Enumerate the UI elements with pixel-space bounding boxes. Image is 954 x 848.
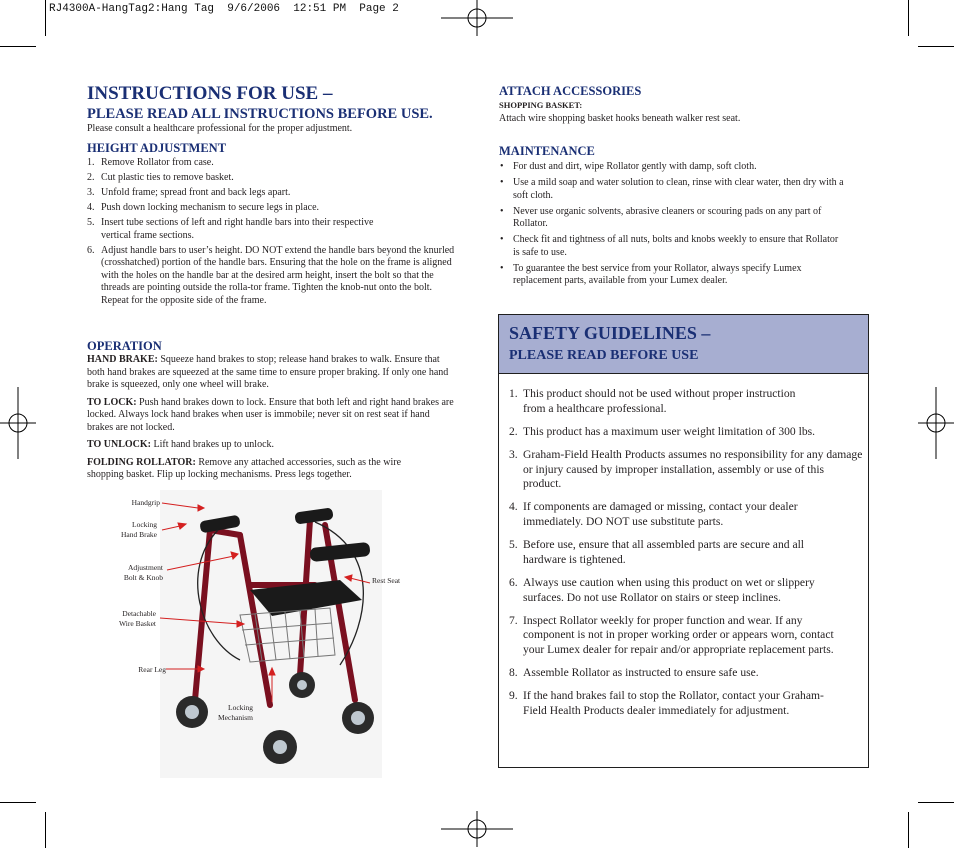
accessories-heading: ATTACH ACCESSORIES — [499, 84, 642, 98]
list-item: 5. Insert tube sections of left and right handle bars into their respective vertical frame sections. — [87, 217, 374, 241]
list-item: 7. Inspect Rollator weekly for proper function and wear. If any component is not in proper working order or appears worn, contact your Lumex dealer for repair and/or appropriate replacement parts. — [509, 613, 834, 656]
operation-text — [87, 354, 457, 487]
instructions-intro: Please consult a healthcare professional for the proper adjustment. — [87, 123, 353, 134]
op-hand-brake: HAND BRAKE: Squeeze hand brakes to stop; release hand brakes to walk. Ensure that both hand brakes are squeezed at the same time to ensure proper braking. If only one hand brake is squeezed, only one wheel will brake. — [87, 354, 449, 390]
op-folding: FOLDING ROLLATOR: Remove any attached accessories, such as the wire shopping basket. Flip up locking mechanisms. Press legs together. — [87, 456, 402, 480]
list-item: 6. Adjust handle bars to user’s height. DO NOT extend the handle bars beyond the knurled (crosshatched) portion of the handle bars. Ensuring that the hole on the frame is aligned with the holes on the handle bar at the desired arm height, insert the bolt so that the threads are pointing outside the rolla-tor frame. Tighten the knob-nut onto the bolt. Repeat for the opposite side of the frame. — [87, 244, 455, 306]
safety-header — [499, 315, 868, 374]
list-item: • For dust and dirt, wipe Rollator gently with damp, soft cloth. — [500, 161, 757, 172]
accessories-text: Attach wire shopping basket hooks beneath walker rest seat. — [499, 113, 741, 124]
maintenance-heading: MAINTENANCE — [499, 144, 595, 158]
list-item: 1. This product should not be used without proper instruction from a healthcare professional. — [509, 387, 796, 415]
list-item: 4. Push down locking mechanism to secure legs in place. — [87, 202, 320, 213]
instructions-title: INSTRUCTIONS FOR USE – — [87, 83, 333, 104]
op-to-unlock: TO UNLOCK: Lift hand brakes up to unlock. — [87, 439, 275, 450]
safety-list — [509, 387, 865, 727]
instructions-subtitle: PLEASE READ ALL INSTRUCTIONS BEFORE USE. — [87, 106, 433, 122]
list-item: • Check fit and tightness of all nuts, bolts and knobs weekly to ensure that Rollator is safe to use. — [500, 234, 839, 258]
list-item: 3. Unfold frame; spread front and back legs apart. — [87, 187, 291, 198]
label-adjustment-bolt: Adjustment Bolt & Knob — [123, 563, 163, 582]
label-rest-seat: Rest Seat — [372, 576, 401, 585]
list-item: • To guarantee the best service from your Rollator, always specify Lumex replacement parts, available from your Lumex dealer. — [500, 262, 802, 286]
list-item: 5. Before use, ensure that all assembled parts are secure and all hardware is tightened. — [509, 538, 805, 566]
operation-heading: OPERATION — [87, 339, 162, 353]
print-slug: RJ4300A-HangTag2:Hang Tag 9/6/2006 12:51 PM Page 2 — [49, 3, 399, 15]
label-locking-mechanism: Locking Mechanism — [218, 703, 253, 722]
height-adjustment-heading: HEIGHT ADJUSTMENT — [87, 141, 227, 155]
list-item: 1. Remove Rollator from case. — [87, 157, 214, 168]
height-adjustment-steps — [87, 157, 457, 310]
safety-title: SAFETY GUIDELINES – — [509, 323, 711, 343]
list-item: 4. If components are damaged or missing, contact your dealer immediately. DO NOT use substitute parts. — [509, 500, 798, 528]
rollator-diagram — [100, 490, 430, 780]
list-item: • Never use organic solvents, abrasive cleaners or scouring pads on any part of Rollator. — [500, 205, 822, 229]
safety-guidelines-box — [498, 314, 869, 768]
label-rear-leg: Rear Leg — [138, 665, 166, 674]
accessories-sub: SHOPPING BASKET: — [499, 100, 583, 110]
list-item: • Use a mild soap and water solution to clean, rinse with clear water, then dry with a soft cloth. — [500, 177, 844, 201]
label-locking-hand-brake: Locking Hand Brake — [120, 520, 157, 539]
list-item: 6. Always use caution when using this product on wet or slippery surfaces. Do not use Rollator on stairs or steep inclines. — [509, 575, 815, 604]
list-item: 3. Graham-Field Health Products assumes no responsibility for any damage or injury caused by improper installation, assembly or use of this product. — [509, 447, 863, 491]
safety-subtitle: PLEASE READ BEFORE USE — [509, 348, 699, 363]
list-item: 2. This product has a maximum user weight limitation of 300 lbs. — [509, 424, 816, 438]
label-handgrip: Handgrip — [131, 498, 160, 507]
list-item: 8. Assemble Rollator as instructed to ensure safe use. — [509, 666, 759, 680]
list-item: 2. Cut plastic ties to remove basket. — [87, 172, 234, 183]
maintenance-list — [499, 161, 844, 291]
list-item: 9. If the hand brakes fail to stop the Rollator, contact your Graham-Field Health Products dealer immediately for adjustment. — [509, 689, 824, 717]
label-detachable-basket: Detachable Wire Basket — [119, 609, 156, 628]
op-to-lock: TO LOCK: Push hand brakes down to lock. Ensure that both left and right hand brakes are locked. Always lock hand brakes when user is immobile; never sit on rest seat if hand brakes are not locked. — [87, 396, 454, 433]
